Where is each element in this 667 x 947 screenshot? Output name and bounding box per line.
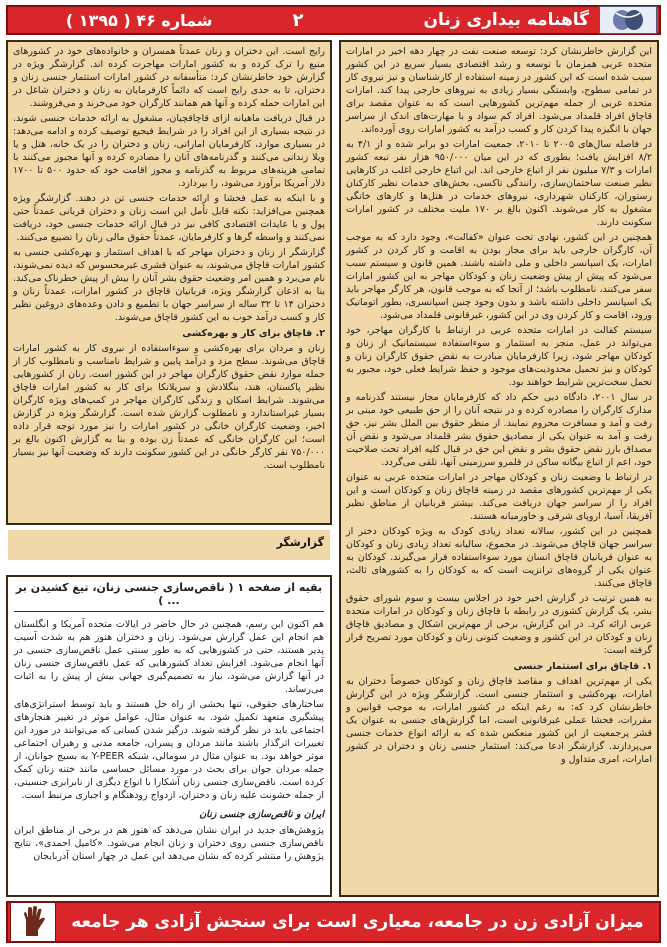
page-number: ۲ bbox=[292, 9, 304, 31]
numbered-heading: ۲. قاچاق برای کار و بهره‌کشی bbox=[182, 328, 325, 339]
article-paragraph: سیستم کفالت در امارات متحده عربی در ارتباط با کارگران مهاجر، خود می‌تواند در عمل، منجر به استثمار و سوءاستفاده سیستماتیک از زنان و کودکان مهاجر شود، زیرا کارفرمایان مبادرت به نقض حقوق کارگران زنان و کودکان و نیز تحمیل محدودیت‌های موجود و حفظ شرایط فعلی خود، مجبور به تحمل سخت‌ترین شرایط خواهند بود. bbox=[346, 325, 652, 388]
article-paragraph: یکی از مهم‌ترین اهداف و مقاصد قاچاق زنان و کودکان خصوصاً دختران به امارات، بهره‌کشی و استثمار جنسی است. گزارشگر ویژه در این گزارش خاطرنشان کرد که: به رغم اینکه در کشور امارات، به موجب قوانین و مقررات، فحشا عملی غیرقانونی است، اما گزارش‌های جنسی به عنوان یک قشر پرجمعیت از این کشور منعکس شده که به ارائه انواع خدمات جنسی می‌پردازند. گزارشگر ادعا می‌کند: استثمار جنسی زنان و دختران در کشور امارات، امری متداول و bbox=[346, 676, 652, 765]
article-paragraph: در فاصله سال‌های ۲۰۰۵ تا ۲۰۱۰، جمعیت امارات دو برابر شده و از ۴/۱ به ۸/۲ افزایش یافت؛ بطوری که در این میان ۹۵۰/۰۰۰ هزار نفر تبعه کشور امارات و ۷/۳ میلیون نفر از اتباع خارجی اند. این اتباع خارجی اغلب در کارهایی نظیر صنعت ساختمان‌سازی، رانندگی تاکسی، بخش‌های خدمات نظیر کارکنان رستوران، کارکنان شهرداری، نیروهای خدمات در هتل‌ها و کارهای خانگی مشغول به کار می‌شوند. اکنون بالغ بر ۱۷۰ ملیت مختلف در کشور امارات سکونت دارند. bbox=[346, 139, 653, 228]
article-paragraph: به همین ترتیب در گزارش اخیر خود در اجلاس بیست و سوم شورای حقوق بشر، یک گزارش کشوری در رابطه با قاچاق زنان و کودکان در امارات متحده عربی ارائه کرد. در این گزارش، برخی از مهم‌ترین اشکال و مصادیق قاچاق زنان و کودکان در این کشور و وضعیت کنونی زنان و کودکان مورد تصریح قرار گرفته است: bbox=[346, 593, 652, 656]
footer-banner bbox=[6, 901, 661, 943]
newsletter-title: گاهنامه بیداری زنان bbox=[423, 10, 589, 30]
continued-article-title: بقیه از صفحه ۱ ( ناقص‌سازی جنسی زنان، تیغ کشیدن بر ... ) bbox=[14, 581, 324, 612]
article-paragraph: در سال ۲۰۰۱، دادگاه دبی حکم داد که کارفرمایان مجاز نیستند گذرنامه و مدارک کارگران را مصادره کرده و در نتیجه آنان را از حق طبیعی خود مبنی بر رفت و آمد و مسافرت محروم نمایند. از منظر حقوق بین الملل بشر نیز، حق رفت و آمد به عنوان یکی از مصادیق حقوق بشر قلمداد می‌شود و نقض آن مصداق بارز نقض حقوق بشر و نقض این حق در قبال کلیه افراد تحت صلاحیت خود، اعم از اتباع بیگانه ساکن در قلمرو سرزمینی آنها، تلقی می‌گردد. bbox=[346, 392, 652, 468]
article-paragraph: همچنین در این کشور، نهادی تحت عنوان «کفالت»، وجود دارد که به موجب آن، کارگران خارجی باید برای مجاز بودن به اقامت و کار کردن در کشور امارات، یک اسپانسر داخلی و ملی داشته باشند. همین قانون و سیستم سبب می‌شود که پیش از پیش وضعیت زنان و کودکان مهاجر به این کشور امارات سفر می‌کنند، نامطلوب باشد؛ از آنجا که به موجب قانون، هر کارگر مهاجر باید یک اسپانسر داخلی داشته باشد و بدون وجود چنین اسپانسری، بطور اتوماتیک ورود، اقامت و کار کردن وی در این کشور، غیرقانونی قلمداد می‌شود. bbox=[346, 232, 652, 321]
article-paragraph: این گزارش خاطرنشان کرد: توسعه صنعت نفت در چهار دهه اخیر در امارات متحده عربی همزمان با توسعه و رشد اقتصادی بسیار سریع در این کشور سبب شده است که این کشور در زمینه استفاده از کارشناسان و نیز نیروی کار در تمامی سطوح، وابستگی بسیار زیادی به نیروهای خارجی پیدا کند. امارات متحده عربی از جمله مهم‌ترین کشورهایی است که به عنوان مقصد برای قاچاق افراد قلمداد می‌شود. افراد کم سواد و با مهارت‌های اندک از سراسر جهان با انگیزه پیدا کردن کار و کسب درآمد به کشور امارات روی آورده‌اند. bbox=[346, 46, 652, 135]
article-paragraph: پژوهش‌های جدید در ایران نشان می‌دهد که هنوز هم در برخی از مناطق ایران ناقص‌سازی جنسی روی دختران و زنان انجام می‌شود. «کامیل احمدی»، نتایج پژوهش را منتشر کرده که نشان می‌دهد این عمل در چهار استان آذربایجان bbox=[14, 825, 324, 862]
numbered-heading: ۱. قاچاق برای استثمار جنسی bbox=[513, 661, 652, 672]
author-label: گزارشگر bbox=[8, 530, 330, 560]
stop-hand-logo-icon bbox=[10, 902, 56, 942]
article-paragraph: در ارتباط با وضعیت زنان و کودکان مهاجر در امارات متحده عربی به عنوان یکی از مهم‌ترین کشورهای مقصد در زمینه قاچاق زنان و کودکان است و این افراد را از سراسر جهان دریافت می‌کند. بیشتر قربانیان از مناطق نظیر آفریقا، آسیا، اروپای شرقی و خاورمیانه هستند. bbox=[346, 472, 652, 522]
article-paragraph: همچنین در این کشور، سالانه تعداد زیادی کودک به ویژه کودکان دختر از سراسر جهان قاچاق می‌شوند. در مجموع، سالیانه تعداد زیادی زنان و کودکان به عنوان قربانیان قاچاق انسان مورد سوءاستفاده قرار می‌گیرند. کودکان به عنوان یکی از گروه‌های ترانزیت است که به کودکان را به کشورهای ثالث، قاچاق می‌کنند. bbox=[346, 526, 652, 589]
article-paragraph: در قبال دریافت ماهیانه ازای قاچاقچیان، مشغول به ارائه خدمات جنسی شوند. در نتیجه بسیاری از این افراد را در شرایط فیجیع توصیف کرده و ادامه می‌دهد: در بسیاری موارد، کارفرمایان اماراتی، زنان و دختران را در یک خانه، هتل و یا ویلا زندانی می‌کنند و گذرنامه‌های آنان را مصادره کرده و آنها مجبور می‌کنند با تمامی هزینه‌های مربوط به گذرنامه و مجوز اقامت خود که حدود ۵۰۰ تا ۱۷۰۰ دلار آمریکا برآورد می‌شود، را بپردازد. bbox=[13, 113, 326, 189]
article-paragraph: و با اینکه به عمل فحشا و ارائه خدمات جنسی تن در دهند. گزارشگر ویژه همچنین می‌افزاید: نکته قابل تأمل این است زنان و دختران قربانی عمدتاً حتی پول و یا عایدات اقتصادی کافی نیز در قبال ارائه خدمات جنسی خود، دریافت نمی‌کنند و واسطه گرها و کارفرمایان، عمدتاً حقوق مالی زنان را تضییع می‌کنند. bbox=[13, 193, 325, 243]
article-paragraph: ساختارهای حقوقی، تنها بخشی از راه حل هستند و باید توسط استراتژی‌های پیشگیری متعهد تکمیل شود. به عنوان مثال، عوامل موثر در تغییر هنجارهای اجتماعی باید در نظر گرفته شوند. درگیر شدن کسانی که می‌توانند در مورد این تغییرات اثرگذار باشند مانند مردان و پسران، جامعه مدنی و رهبران اجتماعی موثر خواهد بود. به عنوان مثال در سومالی، شبکه Y-PEER به بسیج جوانان، از جمله مردان جوان برای بحث در مورد مسائل حساسی مانند ختنه زنان کمک کرده است. ناقص‌سازی جنسی زنان آشکارا با انواع دیگری از نابرابری جنسیتی، از جمله خشونت علیه زنان و دختران، ازدواج زودهنگام و اجباری مرتبط است. bbox=[14, 699, 324, 801]
article-paragraph: رایج است. این دختران و زنان عمدتاً همسران و خانواده‌های خود در کشورهای منبع را ترک کرده و به کشور امارات مهاجرت کرده اند. گزارشگر ویژه در گزارش خود خاطرنشان کرد: متأسفانه در کشور امارات استثمار جنسی زنان و دختران، تا به حدی رایج است که دائماً کارفرمایان به زنان و دختران شاغل در این امارات حمله کرده و آنها هم همانند کارگران خود می‌خرند و می‌فروشند. bbox=[13, 46, 325, 109]
continued-article-box bbox=[6, 575, 332, 897]
women-profile-logo-icon bbox=[599, 6, 657, 34]
article-paragraph: هم اکنون این رسم، همچنین در حال حاضر در ایالات متحده آمریکا و انگلستان هم انجام این عمل گزارش می‌شود. زنان و دختران هنوز هم به شدت آسیب پذیر هستند، حتی در کشورهایی که به طور سنتی عمل ناقص‌سازی جنسی در آنها انجام می‌شود. افزایش تعداد کشورهایی که عمل ناقص‌سازی جنسی زنان در آنها گزارش می‌شود، نیاز به تصمیم‌گیری جهانی بیش از پیش را به اثبات می‌رساند. bbox=[14, 619, 324, 695]
article-paragraph: زنان و مردان برای بهره‌کشی و سوءاستفاده از نیروی کار به کشور امارات قاچاق می‌شوند. سطح مزد و درآمد پایین و شرایط نامناسب و نامطلوب کار از جمله موارد نقض حقوق کارگران مهاجر در این کشور است. زنان از کشورهایی نظیر پاکستان، هند، بنگلادش و سریلانکا برای کار به کشور امارات قاچاق می‌شوند. شرایط اسکان و زندگی کارگران مهاجر در کمپ‌های ویژه کارگران بسیار غیراستاندارد و نامطلوب گزارش شده است. گزارشگر ویژه در گزارش اخیر، وضعیت کارگران خانگی در کشور امارات را نیز مورد توجه قرار داده است؛ این کارگران خانگی که عمدتاً زن بوده و بنا به گزارش اکنون بالغ بر ۷۵۰/۰۰۰ نفر کارگر خانگی در این کشور سکونت دارند که وضعیت آنها نیز بسیار نامطلوب است. bbox=[13, 343, 325, 471]
masthead-banner bbox=[6, 5, 661, 35]
sub-heading: ایران و ناقص‌سازی جنسی زنان bbox=[199, 809, 324, 820]
article-paragraph: گزارشگر از زنان و دختران مهاجر که با اهداف استثمار و بهره‌کشی جنسی به کشور امارات قاچاق می‌شوند، به عنوان قشری غیرمحسوس که دیده نمی‌شوند، نام می‌برد و همین امر وضعیت حقوق بشر آنان را بیش از پیش خطرناک می‌کند. بنا به اذعان گزارشگر ویژه، قربانیان قاچاق در کشور امارات، عمدتاً زنان و دختران ۱۴ تا ۳۲ ساله از سراسر جهان با تطمیع و دادن وعده‌های دروغین نظیر کار و کسب درآمد خوب به این کشور قاچاق می‌شوند. bbox=[13, 247, 325, 323]
issue-number: شماره ۴۶ ( ۱۳۹۵ ) bbox=[65, 10, 213, 30]
left-article-column bbox=[6, 40, 332, 525]
right-article-column bbox=[339, 40, 659, 897]
footer-slogan: میزان آزادی زن در جامعه، معیاری است برای سنجش آزادی هر جامعه bbox=[71, 912, 644, 932]
